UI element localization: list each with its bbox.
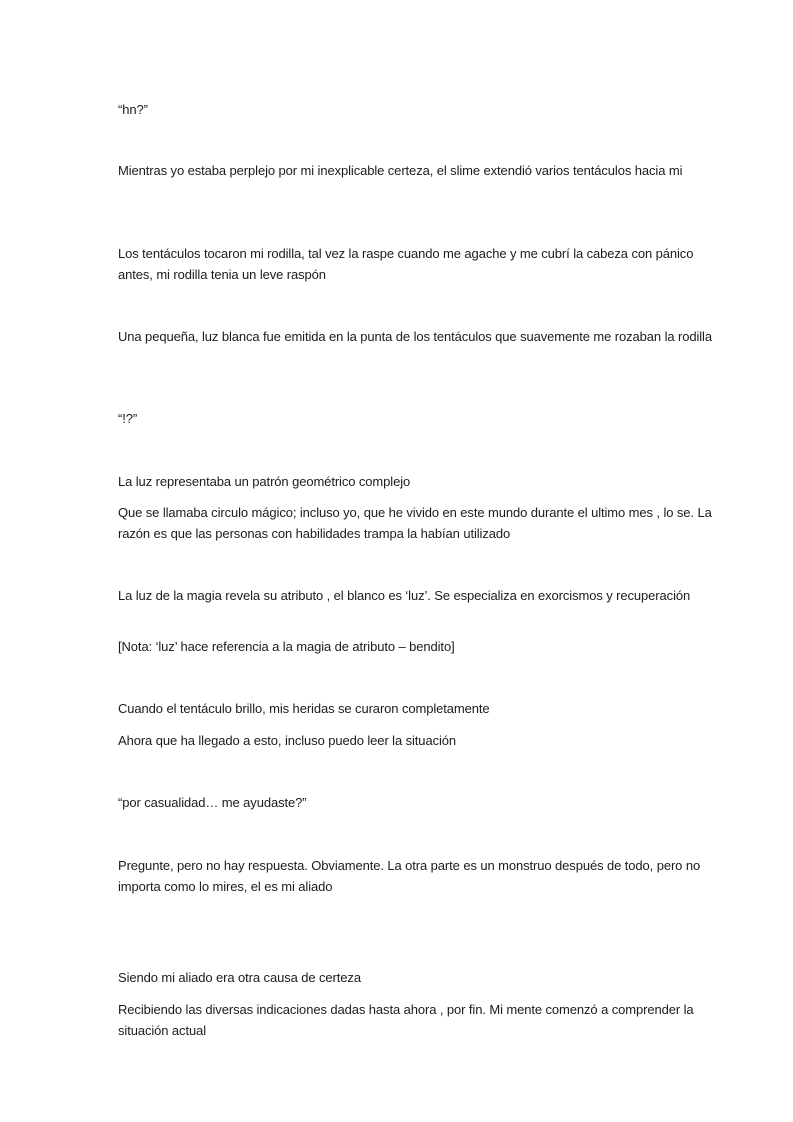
paragraph-6: La luz representaba un patrón geométrico complejo	[118, 474, 411, 489]
paragraph-13: Pregunte, pero no hay respuesta. Obviamente. La otra parte es un monstruo después de todo, pero no importa como lo mires, el es mi aliado	[118, 858, 701, 894]
paragraph-14: Siendo mi aliado era otra causa de certeza	[118, 970, 361, 985]
paragraph-12: “por casualidad… me ayudaste?”	[118, 795, 307, 810]
paragraph-1: “hn?”	[118, 102, 148, 117]
paragraph-8: La luz de la magia revela su atributo , el blanco es ‘luz’. Se especializa en exorcismos y recuperación	[118, 588, 691, 603]
paragraph-15: Recibiendo las diversas indicaciones dadas hasta ahora , por fin. Mi mente comenzó a comprender la situación actual	[118, 1002, 694, 1038]
paragraph-10: Cuando el tentáculo brillo, mis heridas se curaron completamente	[118, 701, 490, 716]
paragraph-4: Una pequeña, luz blanca fue emitida en la punta de los tentáculos que suavemente me rozaban la rodilla	[118, 329, 712, 344]
paragraph-11: Ahora que ha llegado a esto, incluso puedo leer la situación	[118, 733, 457, 748]
paragraph-3: Los tentáculos tocaron mi rodilla, tal vez la raspe cuando me agache y me cubrí la cabeza con pánico antes, mi rodilla tenia un leve raspón	[118, 246, 694, 282]
paragraph-2: Mientras yo estaba perplejo por mi inexplicable certeza, el slime extendió varios tentáculos hacia mi	[118, 163, 683, 178]
paragraph-9: [Nota: ‘luz’ hace referencia a la magia de atributo – bendito]	[118, 639, 455, 654]
paragraph-5: “!?”	[118, 411, 138, 426]
paragraph-7: Que se llamaba circulo mágico; incluso yo, que he vivido en este mundo durante el ultimo mes , lo se. La razón es que las personas con habilidades trampa la habían utilizado	[118, 505, 712, 541]
